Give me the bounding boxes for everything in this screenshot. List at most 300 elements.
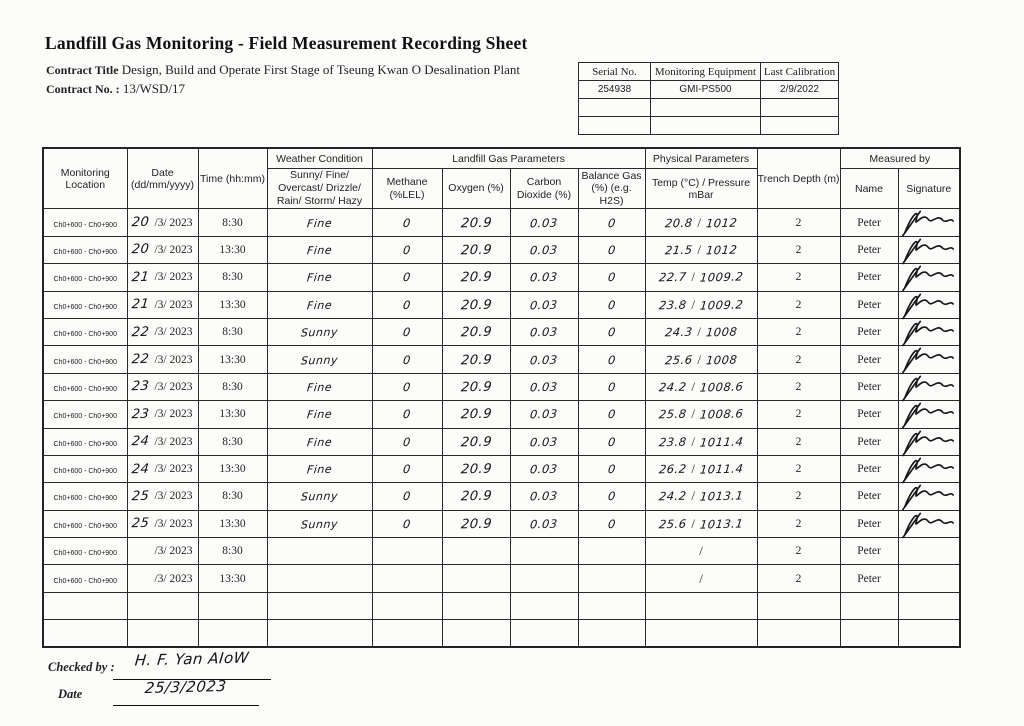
cell-balance-gas	[578, 318, 645, 345]
handwritten-methane: 0	[402, 215, 412, 230]
cell-temp-pressure	[645, 455, 757, 482]
cell-oxygen	[442, 592, 510, 619]
table-row	[43, 483, 960, 510]
cell-oxygen	[442, 510, 510, 537]
cell-temp-pressure	[645, 209, 757, 236]
cell-balance-gas	[578, 483, 645, 510]
cell-methane	[372, 264, 442, 291]
temp-slash: /	[697, 351, 701, 367]
cell-balance-gas	[578, 592, 645, 619]
cell-signature	[898, 592, 960, 619]
cell-oxygen	[442, 483, 510, 510]
handwritten-weather: Fine	[306, 462, 333, 477]
header-trench-depth: Trench Depth (m)	[757, 148, 840, 209]
cell-oxygen	[442, 264, 510, 291]
cell-temp-pressure	[645, 620, 757, 647]
contract-no-value: 13/WSD/17	[122, 81, 186, 96]
cell-oxygen	[442, 346, 510, 373]
handwritten-balance-gas: 0	[606, 325, 617, 340]
equip-empty-cell	[651, 99, 761, 117]
cell-weather	[267, 592, 372, 619]
cell-trench-depth: 2	[757, 264, 840, 291]
cell-signature	[898, 565, 960, 592]
handwritten-balance-gas: 0	[606, 270, 617, 285]
cell-oxygen	[442, 209, 510, 236]
handwritten-pressure: 1008	[705, 352, 738, 367]
handwritten-temp: 25.8	[658, 406, 688, 422]
table-row	[43, 428, 960, 455]
cell-carbon-dioxide	[510, 538, 578, 565]
cell-balance-gas	[578, 620, 645, 647]
cell-oxygen	[442, 538, 510, 565]
cell-name: Peter	[840, 538, 898, 565]
cell-date	[127, 565, 198, 592]
printed-date: /3/ 2023	[154, 545, 193, 558]
cell-balance-gas	[578, 291, 645, 318]
cell-oxygen	[442, 565, 510, 592]
handwritten-methane: 0	[402, 461, 412, 477]
equipment-table	[578, 62, 839, 135]
footer-date-line	[113, 678, 259, 706]
temp-slash: /	[691, 488, 695, 504]
handwritten-day	[127, 578, 152, 579]
table-row	[43, 373, 960, 400]
cell-date	[127, 538, 198, 565]
handwritten-pressure: 1008	[705, 324, 738, 340]
temp-slash: /	[697, 241, 701, 257]
cell-temp-pressure	[645, 483, 757, 510]
cell-trench-depth: 2	[757, 483, 840, 510]
cell-methane	[372, 592, 442, 619]
temp-slash: /	[691, 515, 695, 531]
cell-weather	[267, 565, 372, 592]
cell-signature	[898, 538, 960, 565]
cell-trench-depth: 2	[757, 510, 840, 537]
contract-no-line	[46, 81, 185, 97]
handwritten-pressure: 1011.4	[699, 434, 744, 450]
cell-date	[127, 401, 198, 428]
cell-carbon-dioxide	[510, 236, 578, 263]
handwritten-weather: Fine	[306, 216, 333, 230]
handwritten-methane: 0	[402, 489, 412, 504]
handwritten-methane: 0	[402, 434, 412, 449]
table-row	[43, 455, 960, 482]
cell-monitoring-location: Ch0+600 - Ch0+900	[43, 209, 127, 236]
contract-title-line	[46, 62, 520, 78]
cell-temp-pressure	[645, 318, 757, 345]
cell-monitoring-location: Ch0+600 - Ch0+900	[43, 291, 127, 318]
cell-balance-gas	[578, 346, 645, 373]
table-row	[43, 264, 960, 291]
cell-balance-gas	[578, 209, 645, 236]
handwritten-weather: Fine	[306, 435, 333, 450]
handwritten-balance-gas: 0	[606, 379, 617, 395]
handwritten-methane: 0	[402, 325, 412, 340]
table-row	[43, 318, 960, 345]
handwritten-temp: 22.7	[658, 269, 688, 285]
cell-carbon-dioxide	[510, 592, 578, 619]
cell-carbon-dioxide	[510, 428, 578, 455]
handwritten-temp: 23.8	[658, 434, 688, 450]
cell-time: 13:30	[198, 455, 267, 482]
cell-weather	[267, 620, 372, 647]
footer-date-label: Date	[58, 687, 83, 701]
cell-monitoring-location	[43, 620, 127, 647]
handwritten-day: 25	[130, 516, 150, 532]
handwritten-day	[127, 632, 190, 634]
cell-balance-gas	[578, 236, 645, 263]
handwritten-oxygen: 20.9	[459, 297, 493, 314]
cell-monitoring-location: Ch0+600 - Ch0+900	[43, 373, 127, 400]
cell-carbon-dioxide	[510, 291, 578, 318]
handwritten-oxygen: 20.9	[459, 324, 493, 341]
handwritten-weather: Fine	[306, 271, 333, 285]
header-time: Time (hh:mm)	[198, 148, 267, 209]
cell-carbon-dioxide	[510, 565, 578, 592]
cell-name: Peter	[840, 264, 898, 291]
checked-by-handwritten: H. F. Yan AIoW	[133, 648, 251, 670]
handwritten-pressure: 1012	[705, 242, 738, 258]
table-row	[43, 346, 960, 373]
equip-calibration-value: 2/9/2022	[761, 81, 839, 99]
cell-date	[127, 483, 198, 510]
handwritten-methane: 0	[402, 516, 412, 531]
cell-methane	[372, 291, 442, 318]
cell-monitoring-location	[43, 592, 127, 619]
cell-monitoring-location: Ch0+600 - Ch0+900	[43, 264, 127, 291]
printed-date: /3/ 2023	[154, 271, 193, 284]
cell-trench-depth: 2	[757, 346, 840, 373]
cell-signature	[898, 510, 960, 537]
cell-date	[127, 620, 198, 647]
cell-carbon-dioxide	[510, 401, 578, 428]
recording-table	[42, 147, 961, 648]
cell-weather	[267, 209, 372, 236]
cell-time: 8:30	[198, 264, 267, 291]
temp-slash: /	[699, 570, 703, 586]
cell-temp-pressure	[645, 373, 757, 400]
cell-oxygen	[442, 401, 510, 428]
cell-date	[127, 455, 198, 482]
temp-slash: /	[697, 324, 701, 340]
cell-methane	[372, 538, 442, 565]
printed-date: /3/ 2023	[154, 380, 193, 393]
cell-temp-pressure	[645, 592, 757, 619]
cell-monitoring-location: Ch0+600 - Ch0+900	[43, 565, 127, 592]
cell-monitoring-location: Ch0+600 - Ch0+900	[43, 455, 127, 482]
cell-methane	[372, 346, 442, 373]
cell-balance-gas	[578, 510, 645, 537]
cell-monitoring-location: Ch0+600 - Ch0+900	[43, 401, 127, 428]
cell-oxygen	[442, 428, 510, 455]
cell-date	[127, 318, 198, 345]
cell-balance-gas	[578, 565, 645, 592]
table-row	[43, 401, 960, 428]
cell-time: 8:30	[198, 428, 267, 455]
cell-trench-depth: 2	[757, 373, 840, 400]
handwritten-co2: 0.03	[529, 516, 559, 532]
equip-header-calibration: Last Calibration	[761, 63, 839, 81]
handwritten-day: 21	[130, 297, 150, 313]
handwritten-day: 20	[130, 214, 150, 231]
handwritten-co2: 0.03	[529, 406, 559, 422]
cell-time: 8:30	[198, 538, 267, 565]
cell-methane	[372, 401, 442, 428]
cell-methane	[372, 209, 442, 236]
printed-date: /3/ 2023	[154, 490, 193, 503]
header-signature: Signature	[898, 169, 960, 209]
cell-carbon-dioxide	[510, 318, 578, 345]
handwritten-temp: 25.6	[658, 516, 688, 532]
handwritten-methane: 0	[402, 270, 412, 285]
cell-time: 8:30	[198, 318, 267, 345]
header-measured-by: Measured by	[840, 148, 960, 169]
equip-empty-cell	[579, 99, 651, 117]
cell-name: Peter	[840, 291, 898, 318]
cell-time: 13:30	[198, 236, 267, 263]
cell-carbon-dioxide	[510, 373, 578, 400]
handwritten-co2: 0.03	[529, 489, 559, 504]
handwritten-balance-gas: 0	[606, 297, 617, 312]
cell-carbon-dioxide	[510, 209, 578, 236]
header-carbon-dioxide: Carbon Dioxide (%)	[510, 169, 578, 209]
equipment-row	[579, 81, 839, 99]
printed-date: /3/ 2023	[154, 216, 193, 229]
handwritten-balance-gas: 0	[606, 407, 617, 422]
handwritten-day	[127, 551, 152, 552]
cell-name	[840, 592, 898, 619]
cell-weather	[267, 236, 372, 263]
cell-trench-depth: 2	[757, 236, 840, 263]
header-oxygen: Oxygen (%)	[442, 169, 510, 209]
handwritten-oxygen: 20.9	[459, 489, 493, 505]
cell-time: 13:30	[198, 401, 267, 428]
handwritten-pressure: 1013.1	[699, 488, 744, 505]
cell-weather	[267, 483, 372, 510]
temp-slash: /	[697, 214, 701, 230]
equip-empty-cell	[651, 117, 761, 135]
handwritten-temp: 23.8	[658, 297, 688, 313]
handwritten-balance-gas: 0	[606, 215, 617, 230]
cell-time: 8:30	[198, 373, 267, 400]
footer-date-handwritten: 25/3/2023	[144, 676, 228, 698]
cell-monitoring-location: Ch0+600 - Ch0+900	[43, 318, 127, 345]
table-row	[43, 236, 960, 263]
table-row	[43, 291, 960, 318]
cell-name: Peter	[840, 236, 898, 263]
handwritten-pressure: 1008.6	[699, 406, 744, 422]
cell-temp-pressure	[645, 510, 757, 537]
cell-carbon-dioxide	[510, 620, 578, 647]
cell-trench-depth	[757, 592, 840, 619]
cell-methane	[372, 236, 442, 263]
temp-slash: /	[691, 378, 695, 394]
cell-name: Peter	[840, 565, 898, 592]
handwritten-oxygen: 20.9	[459, 434, 493, 451]
cell-trench-depth: 2	[757, 318, 840, 345]
cell-weather	[267, 291, 372, 318]
handwritten-co2: 0.03	[529, 352, 559, 367]
cell-carbon-dioxide	[510, 346, 578, 373]
cell-methane	[372, 620, 442, 647]
cell-weather	[267, 318, 372, 345]
temp-slash: /	[691, 406, 695, 422]
handwritten-day: 24	[130, 433, 150, 450]
handwritten-oxygen: 20.9	[459, 352, 493, 368]
cell-time: 8:30	[198, 483, 267, 510]
cell-date	[127, 264, 198, 291]
cell-carbon-dioxide	[510, 455, 578, 482]
cell-weather	[267, 373, 372, 400]
equip-header-serial: Serial No.	[579, 63, 651, 81]
cell-weather	[267, 346, 372, 373]
cell-oxygen	[442, 455, 510, 482]
table-row	[43, 209, 960, 236]
header-temp-pressure: Temp (°C) / Pressure mBar	[645, 169, 757, 209]
handwritten-methane: 0	[402, 297, 412, 312]
checked-by-label: Checked by :	[48, 660, 115, 674]
handwritten-day: 22	[130, 324, 150, 340]
handwritten-day: 20	[130, 242, 150, 258]
handwritten-day: 22	[130, 351, 150, 368]
cell-trench-depth: 2	[757, 565, 840, 592]
cell-monitoring-location: Ch0+600 - Ch0+900	[43, 538, 127, 565]
equip-empty-cell	[579, 117, 651, 135]
handwritten-oxygen: 20.9	[459, 242, 493, 259]
header-balance-gas: Balance Gas (%) (e.g. H2S)	[578, 169, 645, 209]
contract-title-value: Design, Build and Operate First Stage of Tseung Kwan O Desalination Plant	[121, 62, 520, 77]
handwritten-co2: 0.03	[529, 434, 559, 450]
cell-balance-gas	[578, 428, 645, 455]
cell-trench-depth: 2	[757, 538, 840, 565]
temp-slash: /	[691, 461, 695, 477]
cell-weather	[267, 455, 372, 482]
cell-name: Peter	[840, 373, 898, 400]
handwritten-oxygen: 20.9	[459, 461, 493, 478]
equipment-row	[579, 117, 839, 135]
contract-no-label: Contract No. :	[46, 82, 120, 96]
handwritten-oxygen: 20.9	[459, 379, 493, 396]
cell-date	[127, 510, 198, 537]
header-date: Date (dd/mm/yyyy)	[127, 148, 198, 209]
printed-date: /3/ 2023	[154, 298, 193, 311]
cell-date	[127, 373, 198, 400]
handwritten-co2: 0.03	[529, 461, 559, 477]
cell-monitoring-location: Ch0+600 - Ch0+900	[43, 346, 127, 373]
cell-methane	[372, 565, 442, 592]
cell-monitoring-location: Ch0+600 - Ch0+900	[43, 428, 127, 455]
cell-name: Peter	[840, 510, 898, 537]
handwritten-oxygen: 20.9	[459, 406, 493, 423]
handwritten-day: 25	[130, 488, 150, 505]
handwritten-oxygen: 20.9	[459, 215, 493, 231]
cell-signature	[898, 620, 960, 647]
cell-date	[127, 236, 198, 263]
cell-time: 13:30	[198, 346, 267, 373]
cell-temp-pressure	[645, 236, 757, 263]
header-weather-condition: Weather Condition	[267, 148, 372, 169]
table-row	[43, 538, 960, 565]
printed-date: /3/ 2023	[154, 408, 193, 421]
handwritten-pressure: 1013.1	[699, 516, 744, 532]
cell-oxygen	[442, 291, 510, 318]
handwritten-balance-gas: 0	[606, 352, 617, 367]
cell-monitoring-location: Ch0+600 - Ch0+900	[43, 483, 127, 510]
cell-time: 13:30	[198, 510, 267, 537]
checked-by-line	[113, 650, 271, 680]
cell-weather	[267, 264, 372, 291]
cell-balance-gas	[578, 401, 645, 428]
printed-date: /3/ 2023	[154, 572, 193, 585]
temp-slash: /	[691, 296, 695, 312]
printed-date: /3/ 2023	[154, 353, 193, 366]
cell-carbon-dioxide	[510, 483, 578, 510]
handwritten-oxygen: 20.9	[459, 269, 493, 286]
cell-date	[127, 346, 198, 373]
cell-balance-gas	[578, 455, 645, 482]
cell-date	[127, 592, 198, 619]
contract-title-label: Contract Title	[46, 63, 119, 77]
equipment-header-row	[579, 63, 839, 81]
printed-date: /3/ 2023	[154, 326, 193, 339]
table-row	[43, 620, 960, 647]
cell-oxygen	[442, 236, 510, 263]
handwritten-pressure: 1008.6	[699, 379, 744, 395]
cell-trench-depth: 2	[757, 455, 840, 482]
cell-name: Peter	[840, 209, 898, 236]
temp-slash: /	[691, 433, 695, 449]
handwritten-balance-gas: 0	[606, 242, 617, 258]
handwritten-day: 24	[130, 461, 150, 477]
equip-empty-cell	[761, 99, 839, 117]
cell-time: 8:30	[198, 209, 267, 236]
cell-temp-pressure	[645, 264, 757, 291]
header-monitoring-location: Monitoring Location	[43, 148, 127, 209]
printed-date: /3/ 2023	[154, 435, 193, 448]
cell-methane	[372, 373, 442, 400]
cell-temp-pressure	[645, 401, 757, 428]
cell-temp-pressure	[645, 538, 757, 565]
cell-date	[127, 291, 198, 318]
handwritten-weather: Sunny	[300, 489, 339, 504]
handwritten-co2: 0.03	[529, 297, 559, 313]
handwritten-weather: Sunny	[300, 517, 339, 532]
handwritten-balance-gas: 0	[606, 516, 617, 531]
handwritten-methane: 0	[402, 379, 412, 395]
handwritten-temp: 21.5	[664, 242, 694, 258]
handwritten-co2: 0.03	[529, 324, 559, 340]
cell-trench-depth	[757, 620, 840, 647]
handwritten-weather: Sunny	[300, 353, 339, 367]
handwritten-day: 21	[130, 269, 150, 286]
equip-equipment-value: GMI-PS500	[651, 81, 761, 99]
cell-balance-gas	[578, 373, 645, 400]
cell-balance-gas	[578, 538, 645, 565]
handwritten-weather: Fine	[306, 407, 333, 422]
cell-methane	[372, 455, 442, 482]
handwritten-temp: 24.3	[664, 324, 694, 340]
page-title: Landfill Gas Monitoring - Field Measurement Recording Sheet	[45, 33, 528, 53]
equipment-row	[579, 99, 839, 117]
cell-date	[127, 209, 198, 236]
cell-temp-pressure	[645, 291, 757, 318]
header-weather-options: Sunny/ Fine/ Overcast/ Drizzle/ Rain/ Storm/ Hazy	[267, 169, 372, 209]
handwritten-balance-gas: 0	[606, 461, 617, 477]
handwritten-temp: 24.2	[658, 489, 688, 504]
records-tbody	[43, 209, 960, 647]
handwritten-weather: Fine	[306, 380, 333, 395]
handwritten-co2: 0.03	[529, 242, 559, 258]
